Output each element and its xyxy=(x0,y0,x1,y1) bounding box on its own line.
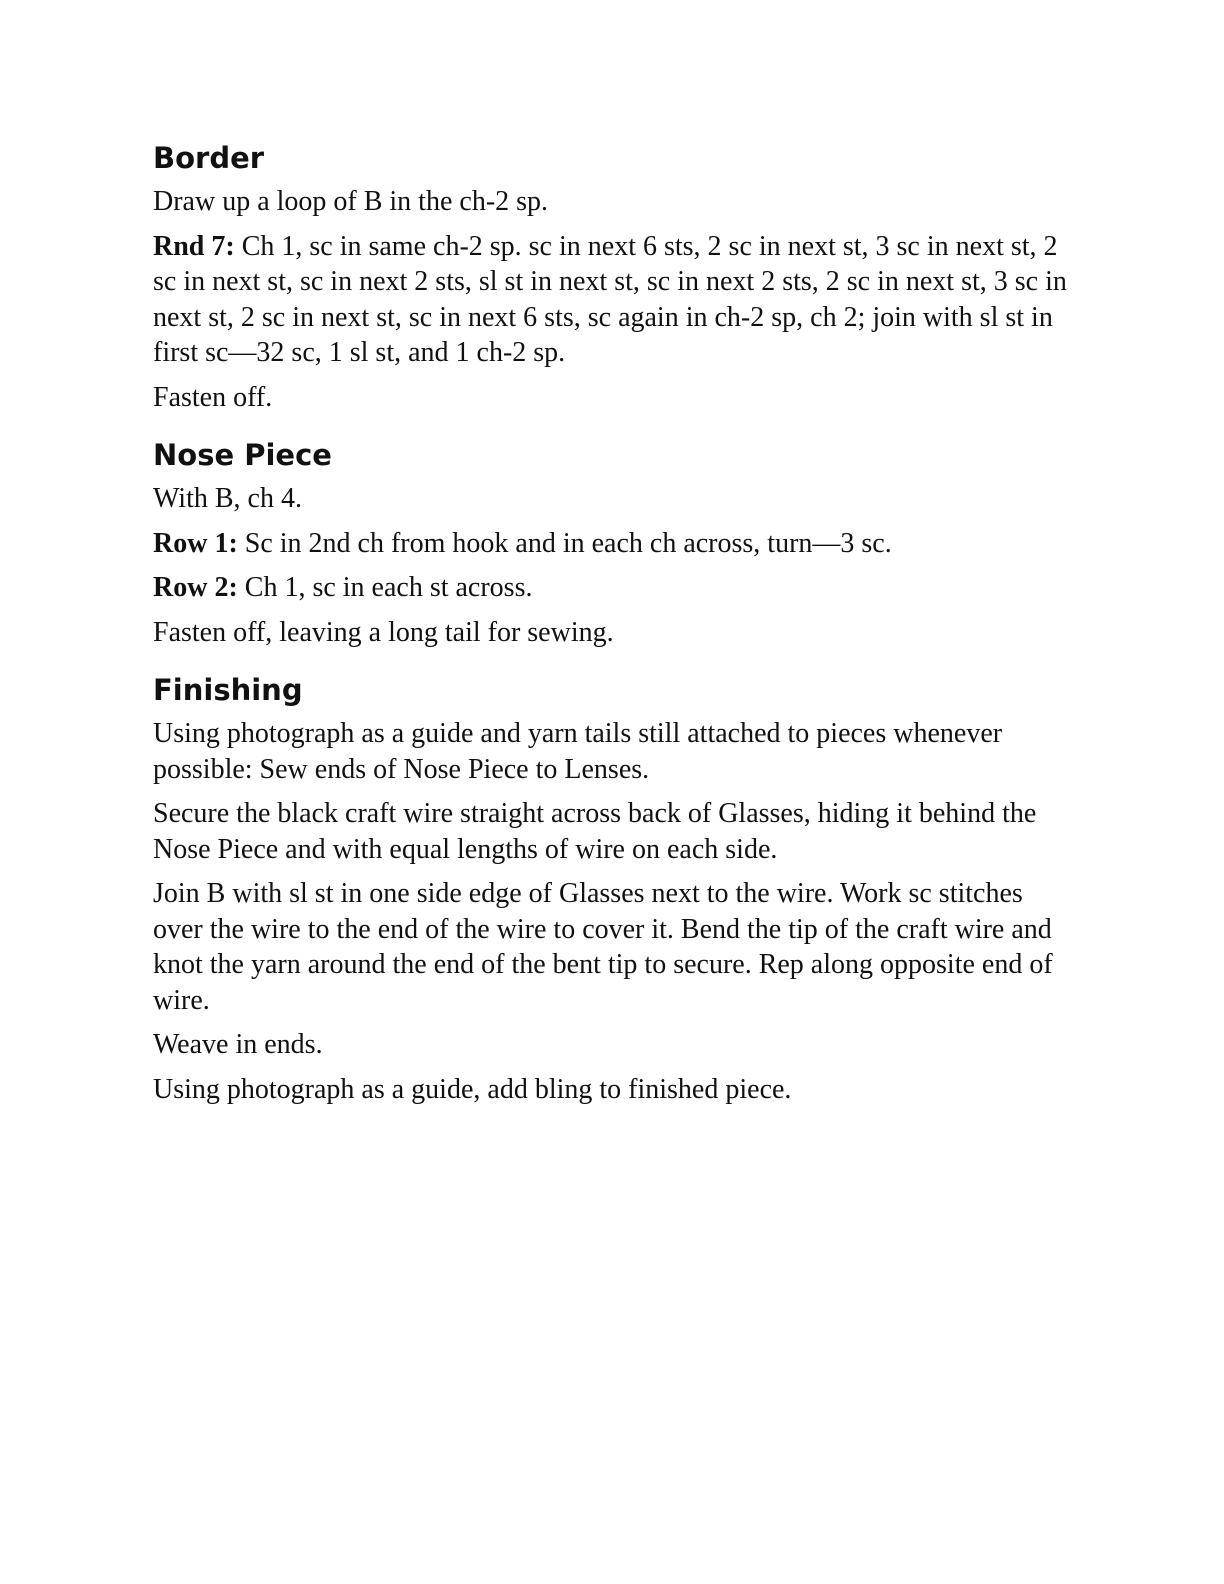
document-page xyxy=(153,138,1073,1127)
instruction-paragraph xyxy=(153,380,1073,416)
paragraph-text: Ch 1, sc in each st across. xyxy=(237,572,533,603)
section-heading: Border xyxy=(153,141,265,175)
instruction-paragraph xyxy=(153,570,1073,606)
instruction-paragraph xyxy=(153,1072,1073,1108)
paragraph-text: Fasten off, leaving a long tail for sewing. xyxy=(153,616,614,648)
instruction-paragraph xyxy=(153,796,1073,867)
paragraph-text: Weave in ends. xyxy=(153,1029,323,1060)
section-nose-piece xyxy=(153,435,1073,650)
row-label: Row 2: xyxy=(153,572,238,603)
instruction-paragraph xyxy=(153,526,1073,562)
paragraph-text: Using photograph as a guide, add bling to finished piece. xyxy=(153,1073,792,1105)
section-finishing xyxy=(153,670,1073,1107)
instruction-paragraph xyxy=(153,615,1073,651)
section-heading: Finishing xyxy=(153,673,303,707)
paragraph-text: Ch 1, sc in same ch-2 sp. sc in next 6 sts, 2 sc in next st, 3 sc in next st, 2 sc in next st, sc in next 2 sts, sl st in next st, sc in next 2 sts, 2 sc in next st, 3 sc in next st, 2 sc in next st, sc in next 6 sts, sc again in ch-2 sp, ch 2; join with sl st in first sc—32 sc, 1 sl st, and 1 ch-2 sp. xyxy=(153,230,1067,368)
paragraph-text: Using photograph as a guide and yarn tails still attached to pieces whenever possible: Sew ends of Nose Piece to Lenses. xyxy=(153,718,1003,785)
paragraph-text: Secure the black craft wire straight across back of Glasses, hiding it behind the Nose Piece and with equal lengths of wire on each side. xyxy=(153,798,1037,865)
instruction-paragraph xyxy=(153,716,1073,787)
paragraph-text: Sc in 2nd ch from hook and in each ch across, turn—3 sc. xyxy=(237,527,892,559)
row-label: Rnd 7: xyxy=(153,230,235,262)
paragraph-text: Fasten off. xyxy=(153,381,273,413)
paragraph-text: Join B with sl st in one side edge of Glasses next to the wire. Work sc stitches over the wire to the end of the wire to cover it. Bend the tip of the craft wire and knot the yarn around the end of the bent tip to secure. Rep along opposite end of wire. xyxy=(153,878,1053,1016)
instruction-paragraph xyxy=(153,1027,1073,1063)
instruction-paragraph xyxy=(153,184,1073,220)
section-heading: Nose Piece xyxy=(153,438,332,472)
instruction-paragraph xyxy=(153,229,1073,371)
instruction-paragraph xyxy=(153,876,1073,1018)
section-border xyxy=(153,138,1073,415)
instruction-paragraph xyxy=(153,481,1073,517)
paragraph-text: Draw up a loop of B in the ch-2 sp. xyxy=(153,186,549,217)
paragraph-text: With B, ch 4. xyxy=(153,483,302,514)
row-label: Row 1: xyxy=(153,527,238,559)
